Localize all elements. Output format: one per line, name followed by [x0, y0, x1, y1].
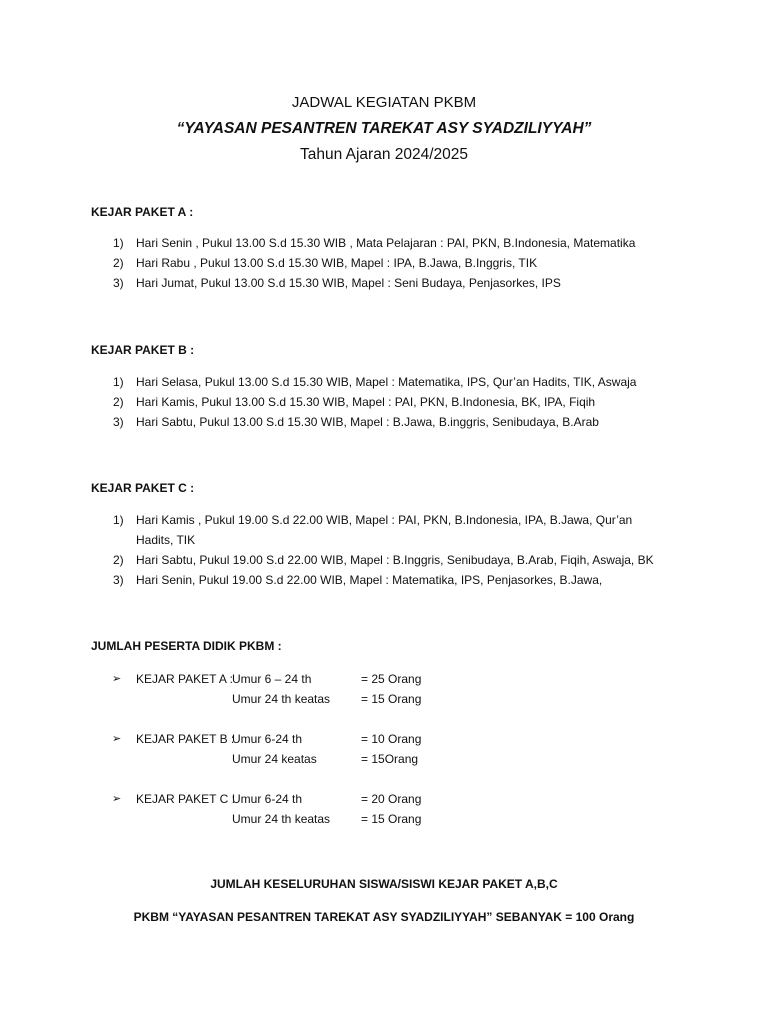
document-title: JADWAL KEGIATAN PKBM: [291, 94, 477, 111]
list-text: Hari Sabtu, Pukul 13.00 S.d 15.30 WIB, Mapel : B.Jawa, B.inggris, Senibudaya, B.Arab: [136, 415, 599, 429]
participant-count: = 15Orang: [361, 752, 419, 766]
peserta-heading: JUMLAH PESERTA DIDIK PKBM :: [91, 639, 282, 653]
list-number: 3): [113, 415, 124, 429]
arrow-bullet-icon: ➢: [112, 733, 122, 745]
age-range: Umur 6-24 th: [232, 792, 303, 806]
list-text: Hari Kamis, Pukul 13.00 S.d 15.30 WIB, Mapel : PAI, PKN, B.Indonesia, BK, IPA, Fiqih: [136, 395, 596, 409]
list-number: 2): [113, 395, 124, 409]
list-text: Hari Sabtu, Pukul 19.00 S.d 22.00 WIB, Mapel : B.Inggris, Senibudaya, B.Arab, Fiqih, Aswaja, BK: [136, 553, 654, 567]
list-number: 1): [113, 375, 124, 389]
list-number: 3): [113, 276, 124, 290]
paket-label: KEJAR PAKET B :: [136, 732, 235, 746]
arrow-bullet-icon: ➢: [112, 673, 122, 685]
list-text: Hari Senin, Pukul 19.00 S.d 22.00 WIB, Mapel : Matematika, IPS, Penjasorkes, B.Jawa,: [136, 573, 603, 587]
list-number: 1): [113, 236, 124, 250]
list-number: 2): [113, 553, 124, 567]
list-number: 2): [113, 256, 124, 270]
participant-count: = 15 Orang: [361, 692, 422, 706]
paket-a-heading: KEJAR PAKET A :: [91, 205, 194, 219]
list-text: Hari Rabu , Pukul 13.00 S.d 15.30 WIB, Mapel : IPA, B.Jawa, B.Inggris, TIK: [136, 256, 538, 270]
list-text: Hadits, TIK: [136, 533, 196, 547]
academic-year: Tahun Ajaran 2024/2025: [299, 146, 469, 163]
paket-c-heading: KEJAR PAKET C :: [91, 481, 195, 495]
participant-count: = 10 Orang: [361, 732, 422, 746]
summary-line-2: PKBM “YAYASAN PESANTREN TAREKAT ASY SYADZILIYYAH” SEBANYAK = 100 Orang: [133, 910, 635, 924]
list-text: Hari Selasa, Pukul 13.00 S.d 15.30 WIB, Mapel : Matematika, IPS, Qur’an Hadits, TIK, Aswaja: [136, 375, 637, 389]
age-range: Umur 24 th keatas: [232, 812, 331, 826]
age-range: Umur 24 th keatas: [232, 692, 331, 706]
paket-label: KEJAR PAKET A :: [136, 672, 233, 686]
summary-line-1: JUMLAH KESELURUHAN SISWA/SISWI KEJAR PAKET A,B,C: [210, 877, 558, 891]
arrow-bullet-icon: ➢: [112, 793, 122, 805]
institution-name: “YAYASAN PESANTREN TAREKAT ASY SYADZILIYYAH”: [176, 120, 592, 137]
age-range: Umur 24 keatas: [232, 752, 317, 766]
age-range: Umur 6-24 th: [232, 732, 303, 746]
list-number: 3): [113, 573, 124, 587]
participant-count: = 20 Orang: [361, 792, 422, 806]
participant-count: = 25 Orang: [361, 672, 422, 686]
paket-b-heading: KEJAR PAKET B :: [91, 343, 195, 357]
paket-label: KEJAR PAKET C :: [136, 792, 235, 806]
list-text: Hari Senin , Pukul 13.00 S.d 15.30 WIB , Mata Pelajaran : PAI, PKN, B.Indonesia, Matematika: [136, 236, 636, 250]
list-text: Hari Kamis , Pukul 19.00 S.d 22.00 WIB, Mapel : PAI, PKN, B.Indonesia, IPA, B.Jawa, Qur’an: [136, 513, 633, 527]
age-range: Umur 6 – 24 th: [232, 672, 312, 686]
list-text: Hari Jumat, Pukul 13.00 S.d 15.30 WIB, Mapel : Seni Budaya, Penjasorkes, IPS: [136, 276, 561, 290]
participant-count: = 15 Orang: [361, 812, 422, 826]
list-number: 1): [113, 513, 124, 527]
